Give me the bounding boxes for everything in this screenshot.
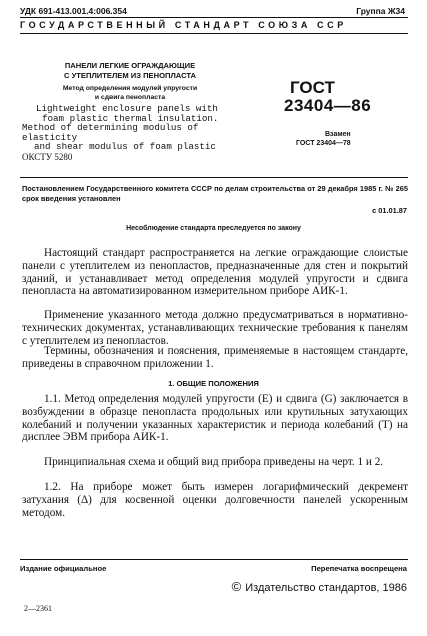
decree-text: Постановлением Государственного комитета СССР по делам строительства от 29 декабря 1985 г. № 265 срок введения установлен xyxy=(22,184,408,203)
paragraph-1-1: 1.1. Метод определения модулей упругости (E) и сдвига (G) заключается в возбуждении в образце пенопласта продольных или крутильных затухающих колебаний и получении указанных характеристик и периода колебаний (T) на дисплее ЭВМ прибора АИК-1. xyxy=(22,393,408,444)
section-title: 1. ОБЩИЕ ПОЛОЖЕНИЯ xyxy=(168,379,259,388)
paragraph-1-2: 1.2. На приборе может быть измерен логарифмический декремент затухания (Δ) для косвенной оценки долговечности панелей ускоренным методом. xyxy=(22,481,408,519)
subtitle-ru xyxy=(40,84,220,102)
official-edition: Издание официальное xyxy=(20,564,107,573)
replaces-label: Взамен xyxy=(325,131,351,138)
paragraph-terms: Термины, обозначения и пояснения, применяемые в настоящем стандарте, приведены в справочном приложении 1. xyxy=(22,345,408,370)
replaces-value: ГОСТ 23404—78 xyxy=(296,140,351,147)
header-rule-top xyxy=(20,17,408,18)
okstu-code: ОКСТУ 5280 xyxy=(22,152,73,162)
title-en xyxy=(22,104,242,152)
title-en-line1: Lightweight enclosure panels with xyxy=(36,103,218,114)
paragraph-scope: Настоящий стандарт распространяется на легкие ограждающие слоистые панели с утеплителем из пенопластов, предназначенные для стен и покрытий зданий, и устанавливает метод определения модулей упругости и сдвига пенопласта на автоматизированном измерительном приборе АИК-1. xyxy=(22,247,408,298)
copyright-icon: © xyxy=(231,579,242,594)
title-en-line2: foam plastic thermal insulation. xyxy=(42,112,219,124)
header-rule-bottom xyxy=(20,33,408,34)
page-code: 2—2361 xyxy=(24,604,52,613)
legal-notice: Несоблюдение стандарта преследуется по закону xyxy=(126,225,301,232)
gost-number: 23404—86 xyxy=(284,96,372,115)
gost-label: ГОСТ xyxy=(290,78,335,97)
footer-rule xyxy=(20,559,408,560)
title-block-rule xyxy=(20,177,408,178)
title-en-line3: Method of determining modulus of elasticity xyxy=(22,122,199,143)
reprint-prohibited: Перепечатка воспрещена xyxy=(311,564,407,573)
copyright-text: Издательство стандартов, 1986 xyxy=(245,582,407,594)
paragraph-schema: Принципиальная схема и общий вид прибора приведены на черт. 1 и 2. xyxy=(44,456,384,468)
subtitle-ru-line2: и сдвига пенопласта xyxy=(94,94,166,101)
gov-standard-line: ГОСУДАРСТВЕННЫЙ СТАНДАРТ СОЮЗА ССР xyxy=(20,20,347,30)
group-code: Группа Ж34 xyxy=(356,6,405,16)
paragraph-application: Применение указанного метода должно предусматриваться в нормативно-технических документах, устанавливающих технические требования к панелям с утеплителем из пенопластов. xyxy=(22,309,408,347)
subtitle-ru-line1: Метод определения модулей упругости xyxy=(62,85,198,92)
title-en-line4: and shear modulus of foam plastic xyxy=(34,141,216,153)
deadline-date: с 01.01.87 xyxy=(372,206,407,215)
copyright-line xyxy=(232,579,407,594)
title-ru-line1: ПАНЕЛИ ЛЕГКИЕ ОГРАЖДАЮЩИЕ xyxy=(64,61,196,70)
title-ru xyxy=(40,61,220,81)
udk-code: УДК 691-413.001.4:006.354 xyxy=(20,6,127,16)
title-ru-line2: С УТЕПЛИТЕЛЕМ ИЗ ПЕНОПЛАСТА xyxy=(63,71,197,80)
